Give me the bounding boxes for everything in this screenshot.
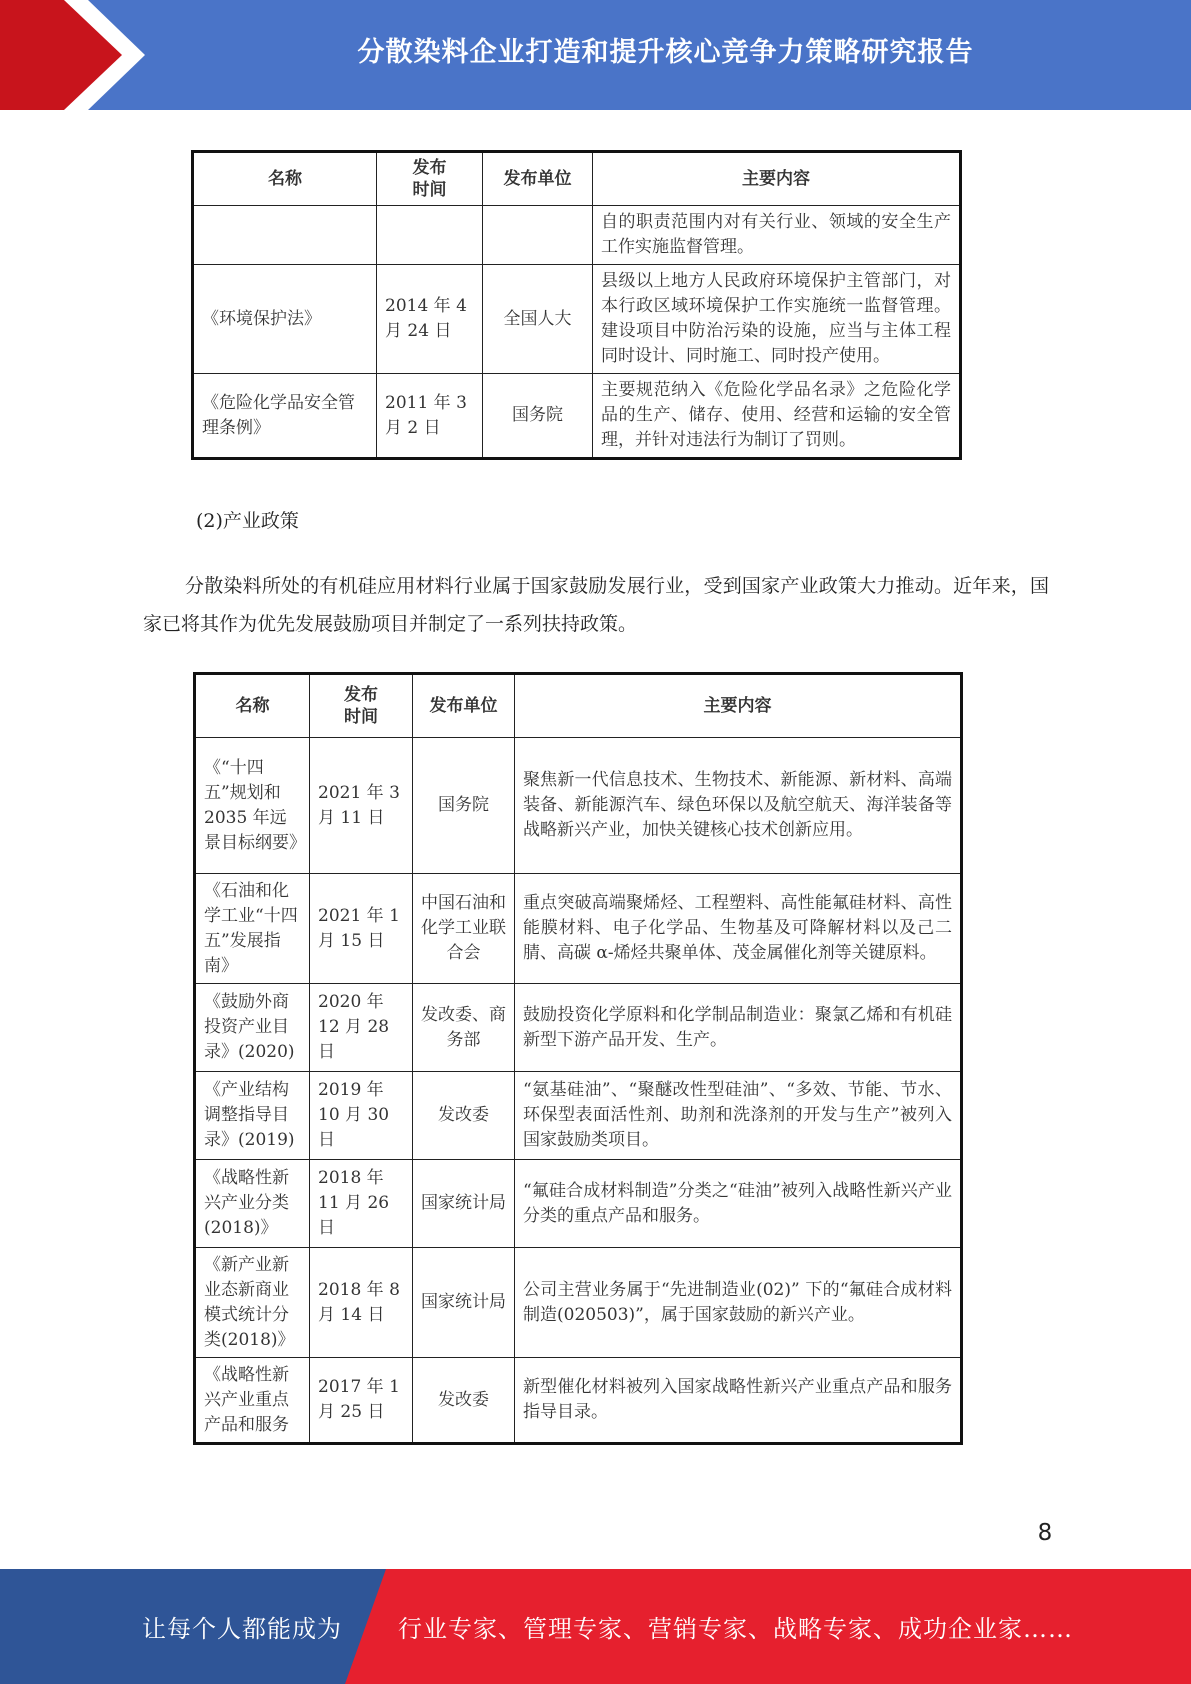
header-name: 名称	[195, 674, 310, 738]
header-name: 名称	[193, 152, 377, 206]
cell-org: 国家统计局	[413, 1160, 515, 1248]
table-row	[193, 206, 961, 265]
cell-org: 发改委	[413, 1358, 515, 1444]
cell-name: 《战略性新兴产业重点产品和服务	[195, 1358, 310, 1444]
page-footer	[0, 1569, 1191, 1684]
cell-org: 国务院	[413, 738, 515, 874]
cell-date: 2017 年 1 月 25 日	[310, 1358, 413, 1444]
cell-date: 2020 年 12 月 28 日	[310, 984, 413, 1072]
section-subheading: (2)产业政策	[196, 510, 299, 532]
cell-content: 县级以上地方人民政府环境保护主管部门，对本行政区域环境保护工作实施统一监督管理。建设项目中防治污染的设施，应当与主体工程同时设计、同时施工、同时投产使用。	[593, 265, 961, 374]
cell-date: 2021 年 1 月 15 日	[310, 874, 413, 984]
cell-org	[483, 206, 593, 265]
page-header	[0, 0, 1191, 110]
table-row	[195, 1248, 962, 1358]
table-row	[193, 265, 961, 374]
cell-name: 《产业结构调整指导目录》(2019)	[195, 1072, 310, 1160]
table-row	[195, 1160, 962, 1248]
cell-name: 《石油和化学工业“十四五”发展指南》	[195, 874, 310, 984]
section-paragraph: 分散染料所处的有机硅应用材料行业属于国家鼓励发展行业，受到国家产业政策大力推动。近年来，国家已将其作为优先发展鼓励项目并制定了一系列扶持政策。	[143, 575, 1049, 635]
table-header-row	[195, 674, 962, 738]
table-row	[195, 1358, 962, 1444]
regulation-table-continued	[191, 150, 962, 460]
industry-policy-table	[193, 672, 963, 1445]
footer-slogan-left: 让每个人都能成为	[142, 1615, 342, 1643]
header-content: 主要内容	[515, 674, 962, 738]
cell-date	[377, 206, 483, 265]
page-number: 8	[1037, 1520, 1053, 1546]
header-org: 发布单位	[483, 152, 593, 206]
cell-name: 《危险化学品安全管理条例》	[193, 374, 377, 459]
cell-date: 2018 年 8 月 14 日	[310, 1248, 413, 1358]
cell-content: 主要规范纳入《危险化学品名录》之危险化学品的生产、储存、使用、经营和运输的安全管理，并针对违法行为制订了罚则。	[593, 374, 961, 459]
cell-content: 公司主营业务属于“先进制造业(02)” 下的“氟硅合成材料制造(020503)”，属于国家鼓励的新兴产业。	[515, 1248, 962, 1358]
cell-name: 《新产业新业态新商业模式统计分类(2018)》	[195, 1248, 310, 1358]
cell-date: 2019 年 10 月 30 日	[310, 1072, 413, 1160]
table-row	[195, 984, 962, 1072]
cell-name: 《环境保护法》	[193, 265, 377, 374]
cell-name	[193, 206, 377, 265]
cell-content: 自的职责范围内对有关行业、领域的安全生产工作实施监督管理。	[593, 206, 961, 265]
table-row	[195, 738, 962, 874]
header-date: 发布 时间	[310, 674, 413, 738]
cell-org: 国家统计局	[413, 1248, 515, 1358]
cell-name: 《战略性新兴产业分类(2018)》	[195, 1160, 310, 1248]
table-row	[193, 374, 961, 459]
footer-slogan-right: 行业专家、管理专家、营销专家、战略专家、成功企业家……	[398, 1615, 1073, 1643]
cell-date: 2014 年 4 月 24 日	[377, 265, 483, 374]
cell-org: 全国人大	[483, 265, 593, 374]
cell-content: 重点突破高端聚烯烃、工程塑料、高性能氟硅材料、高性能膜材料、电子化学品、生物基及可降解材料以及己二腈、高碳 α-烯烃共聚单体、茂金属催化剂等关键原料。	[515, 874, 962, 984]
cell-content: 聚焦新一代信息技术、生物技术、新能源、新材料、高端装备、新能源汽车、绿色环保以及航空航天、海洋装备等战略新兴产业，加快关键核心技术创新应用。	[515, 738, 962, 874]
table-row	[195, 1072, 962, 1160]
cell-org: 国务院	[483, 374, 593, 459]
cell-org: 发改委	[413, 1072, 515, 1160]
cell-name: 《“十四五”规划和 2035 年远景目标纲要》	[195, 738, 310, 874]
cell-content: “氟硅合成材料制造”分类之“硅油”被列入战略性新兴产业分类的重点产品和服务。	[515, 1160, 962, 1248]
cell-content: “氨基硅油”、“聚醚改性型硅油”、“多效、节能、节水、环保型表面活性剂、助剂和洗涤剂的开发与生产”被列入国家鼓励类项目。	[515, 1072, 962, 1160]
cell-content: 新型催化材料被列入国家战略性新兴产业重点产品和服务指导目录。	[515, 1358, 962, 1444]
cell-org: 发改委、商务部	[413, 984, 515, 1072]
table-header-row	[193, 152, 961, 206]
cell-date: 2018 年 11 月 26 日	[310, 1160, 413, 1248]
table-row	[195, 874, 962, 984]
report-title: 分散染料企业打造和提升核心竞争力策略研究报告	[357, 37, 974, 68]
cell-date: 2011 年 3 月 2 日	[377, 374, 483, 459]
cell-org: 中国石油和化学工业联合会	[413, 874, 515, 984]
header-org: 发布单位	[413, 674, 515, 738]
header-arrow-decoration	[0, 0, 150, 110]
cell-content: 鼓励投资化学原料和化学制品制造业：聚氯乙烯和有机硅新型下游产品开发、生产。	[515, 984, 962, 1072]
header-content: 主要内容	[593, 152, 961, 206]
cell-date: 2021 年 3 月 11 日	[310, 738, 413, 874]
cell-name: 《鼓励外商投资产业目录》(2020)	[195, 984, 310, 1072]
header-date: 发布 时间	[377, 152, 483, 206]
